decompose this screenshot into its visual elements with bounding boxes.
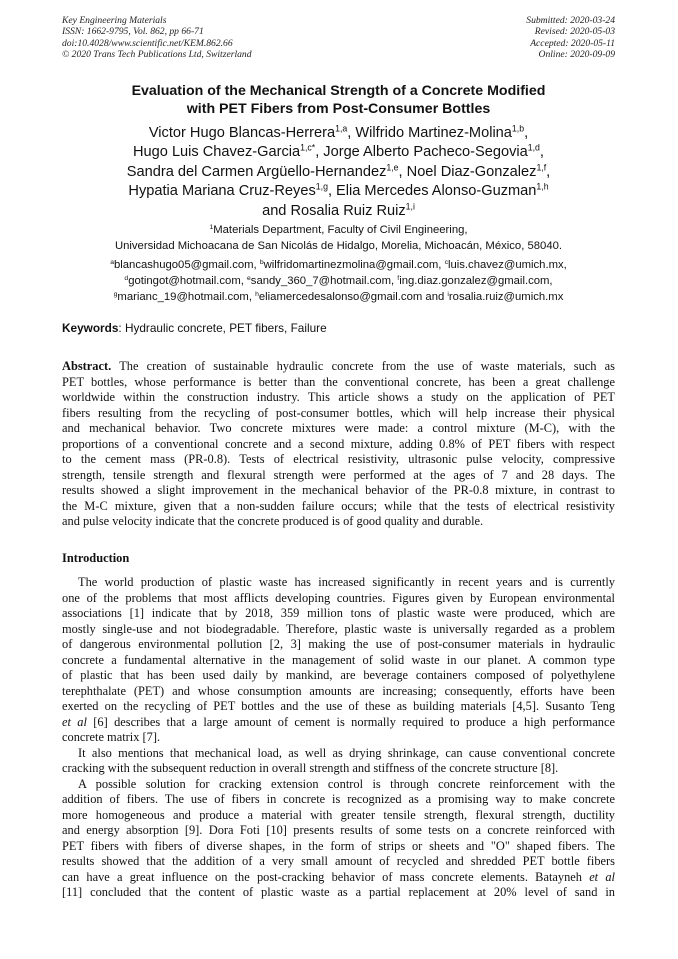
- abstract-line: [62, 468, 615, 484]
- keywords: [62, 320, 615, 336]
- abstract-line: [62, 359, 615, 375]
- abstract-line: [62, 483, 615, 499]
- line-text: can have a great influence on the post-cracking behavior of mass concrete elements. Batayneh: [62, 869, 590, 884]
- author-name: Wilfrido Martinez-Molina: [355, 125, 512, 141]
- author-separator: ,: [524, 125, 529, 141]
- line-text: more homogeneous and produce a material with greater tensile strength, flexural strength, ductility: [62, 807, 615, 822]
- author-separator: ,: [546, 163, 551, 180]
- journal-name: Key Engineering Materials: [62, 15, 167, 26]
- email-marker: d: [124, 274, 129, 282]
- abstract-text: PET bottles, whose performance is better than the conventional concrete, has been a great challenge: [62, 374, 615, 389]
- line-text: associations [1] indicate that by 2018, 359 million tons of plastic waste were produced, which are: [62, 606, 615, 620]
- abstract-text: proportions of a conventional concrete and a second mixture, adding 0.8% of PET fibers with respect: [62, 436, 615, 451]
- journal-copyright: © 2020 Trans Tech Publications Ltd, Switzerland: [62, 48, 252, 60]
- paragraph-line: [62, 668, 615, 684]
- author-affiliation-marker: 1,h: [536, 181, 549, 192]
- email-line: [62, 257, 615, 273]
- email-address: eliamercedesalonso@gmail.com and: [258, 291, 448, 303]
- line-text: terephthalate (PET) and whose consumption amounts are increasing; consequently, efforts have been: [62, 683, 615, 698]
- line-text: It also mentions that mechanical load, as well as drying shrinkage, can cause conventional concrete: [78, 745, 615, 760]
- author-separator: ,: [539, 144, 544, 161]
- author-line: [62, 182, 615, 201]
- paragraph-line: [62, 653, 615, 669]
- affiliation-line: [62, 222, 615, 238]
- paragraph-line: [62, 730, 615, 746]
- abstract-line: [62, 421, 615, 437]
- paragraph-line: [62, 777, 615, 793]
- abstract-line: [62, 437, 615, 453]
- line-text: [11] concluded that the content of plastic waste as a partial replacement at 20% level of sand in: [62, 885, 615, 899]
- paragraph-line: [62, 699, 615, 715]
- email-address: rosalia.ruiz@umich.mx: [448, 291, 564, 303]
- abstract-text: the M-C mixture, given that a non-sudden failure occurs; while that the tests of electrical resistivity: [62, 498, 615, 513]
- abstract-text: to the cement mass (PR-0.8). Tests of electrical resistivity, ultrasonic pulse velocity, compressive: [62, 452, 615, 466]
- author-name: Hypatia Mariana Cruz-Reyes: [128, 183, 316, 200]
- paragraph-line: [62, 808, 615, 824]
- author-line: [62, 163, 615, 182]
- author-line: [62, 202, 615, 221]
- line-text: of dangerous environmental pollution [2, 3] making the use of post-consumer materials in hydraulic: [62, 637, 615, 651]
- author-affiliation-marker: 1,b: [511, 123, 525, 134]
- abstract-text: strength, tensile strength and flexural strength were performed at the ages of 7 and 28 days. The: [62, 467, 615, 482]
- author-name: Jorge Alberto Pacheco-Segovia: [323, 144, 528, 161]
- author-separator: ,: [315, 144, 324, 161]
- section-heading-introduction: Introduction: [62, 551, 130, 565]
- abstract-label: Abstract.: [62, 359, 112, 373]
- introduction-body: [62, 575, 615, 901]
- email-line: [62, 289, 615, 305]
- line-text: cracking with the subsequent reduction in overall strength and stiffness of the concrete structure [8].: [62, 761, 559, 775]
- email-marker: g: [113, 290, 118, 298]
- author-name: Elia Mercedes Alonso-Guzman: [336, 183, 537, 200]
- affiliation-department: Materials Department, Faculty of Civil Engineering,: [213, 224, 468, 236]
- email-address: gotingot@hotmail.com,: [128, 275, 248, 287]
- email-marker: f: [397, 274, 400, 282]
- title-line: Evaluation of the Mechanical Strength of a Concrete Modified: [131, 83, 546, 99]
- author-line: [62, 124, 615, 143]
- date-submitted: Submitted: 2020-03-24: [526, 15, 615, 26]
- paragraph-line: [62, 885, 615, 901]
- line-text: The world production of plastic waste has increased significantly in recent years and is currently: [78, 575, 615, 589]
- paragraph-line: [62, 684, 615, 700]
- abstract-text: and mechanical behavior. Two concrete mixtures were made: a control mixture (M-C), with the: [62, 421, 615, 435]
- citation-et-al: et al: [62, 714, 87, 729]
- email-marker: a: [110, 258, 114, 266]
- paragraph-line: [62, 761, 615, 777]
- paragraph-line: [62, 746, 615, 762]
- date-revised: Revised: 2020-05-03: [534, 26, 615, 38]
- abstract-text: worldwide within the construction industry. This article shows a study on the application of PET: [62, 390, 615, 404]
- author-separator: ,: [327, 183, 337, 200]
- author-name: Victor Hugo Blancas-Herrera: [148, 125, 336, 141]
- publication-dates: [526, 15, 615, 60]
- abstract-line: [62, 514, 615, 530]
- keywords-text: : Hydraulic concrete, PET fibers, Failure: [118, 321, 327, 335]
- author-separator: ,: [347, 125, 356, 141]
- line-text: results showed that the addition of a very small amount of recycled and shredded PET bottle fibers: [62, 854, 615, 868]
- abstract-text: fibers resulting from the recycling of post-consumer bottles, which will help increase their physical: [62, 405, 615, 420]
- line-text: A possible solution for cracking extension control is through concrete reinforcement with the: [78, 776, 615, 791]
- author-affiliation-marker: 1,c*: [300, 142, 316, 153]
- author-emails: [62, 257, 615, 305]
- citation-et-al: et al: [589, 869, 615, 884]
- line-text: [6] describes that a large amount of cement is normally required to produce a high performance: [86, 714, 615, 729]
- line-text: concrete matrix [7].: [62, 730, 161, 744]
- email-marker: c: [444, 258, 448, 266]
- paper-title: [62, 82, 615, 118]
- author-separator: ,: [398, 163, 407, 180]
- line-text: mostly single-use and not biodegradable. Therefore, plastic waste is universally regarded as a problem: [62, 621, 615, 636]
- author-affiliation-marker: 1,a: [335, 123, 348, 134]
- author-name: Noel Diaz-Gonzalez: [406, 163, 537, 180]
- author-affiliation-marker: 1,i: [405, 201, 415, 212]
- title-line: with PET Fibers from Post-Consumer Bottles: [186, 101, 491, 117]
- line-text: addition of fibers. The use of fibers in concrete is recognized as a promising way to make concrete: [62, 792, 615, 806]
- line-text: of plastic that has been used daily by mankind, are beverage containers composed of polyethylene: [62, 668, 615, 682]
- email-address: sandy_360_7@hotmail.com,: [250, 275, 398, 287]
- author-affiliation-marker: 1,g: [315, 181, 328, 192]
- email-line: [62, 273, 615, 289]
- paragraph-line: [62, 870, 615, 886]
- journal-doi: doi:10.4028/www.scientific.net/KEM.862.66: [62, 37, 233, 49]
- affiliation-marker: 1: [209, 223, 214, 231]
- keywords-label: Keywords: [62, 321, 119, 335]
- paragraph-line: [62, 591, 615, 607]
- abstract: [62, 359, 615, 530]
- paragraph-line: [62, 606, 615, 622]
- abstract-line: [62, 406, 615, 422]
- abstract-line: [62, 390, 615, 406]
- email-address: marianc_19@hotmail.com,: [117, 291, 256, 303]
- abstract-text: and pulse velocity indicate that the concrete produced is of good quality and durable.: [62, 514, 484, 528]
- paragraph-line: [62, 823, 615, 839]
- line-text: one of the problems that most afflicts developing countries. Figures given by European environmental: [62, 590, 615, 605]
- line-text: exerted on the recycling of PET bottles and the use of these as building materials [4,5]. Susanto Teng: [62, 699, 615, 713]
- email-address: luis.chavez@umich.mx,: [447, 259, 567, 271]
- date-online: Online: 2020-09-09: [538, 48, 615, 60]
- email-marker: b: [259, 258, 264, 266]
- line-text: PET fibers with fibers of diverse shapes, in the form of strips or sheets and "O" shaped fibers. The: [62, 838, 615, 853]
- affiliation: [62, 222, 615, 254]
- author-list: [62, 124, 615, 221]
- author-affiliation-marker: 1,d: [527, 142, 540, 153]
- journal-issn: ISSN: 1662-9795, Vol. 862, pp 66-71: [62, 26, 204, 38]
- author-name: and Rosalia Ruiz Ruiz: [262, 202, 406, 219]
- abstract-line: [62, 499, 615, 515]
- paragraph-line: [62, 637, 615, 653]
- email-address: blancashugo05@gmail.com,: [113, 259, 260, 271]
- email-marker: i: [447, 290, 449, 298]
- paragraph-line: [62, 575, 615, 591]
- author-affiliation-marker: 1,e: [386, 162, 399, 173]
- abstract-text: results showed a slight improvement in the mechanical behavior of the PR-0.8 mixture, in contrast to: [62, 483, 615, 497]
- journal-info: [62, 15, 252, 60]
- email-marker: h: [255, 290, 259, 298]
- paragraph-line: [62, 622, 615, 638]
- abstract-text: The creation of sustainable hydraulic concrete from the use of waste materials, such as: [111, 359, 615, 373]
- email-marker: e: [247, 274, 251, 282]
- paragraph-line: [62, 792, 615, 808]
- line-text: concrete a fundamental alternative in the management of solid waste in our planet. A common type: [62, 652, 615, 667]
- email-address: ing.diaz.gonzalez@gmail.com,: [399, 275, 553, 287]
- line-text: and energy absorption [9]. Dora Foti [10] presents results of some tests on a concrete reinforced with: [62, 823, 615, 837]
- abstract-line: [62, 452, 615, 468]
- abstract-line: [62, 375, 615, 391]
- date-accepted: Accepted: 2020-05-11: [530, 37, 615, 49]
- affiliation-university: Universidad Michoacana de San Nicolás de Hidalgo, Morelia, Michoacán, México, 58040.: [114, 240, 563, 252]
- email-address: wilfridomartinezmolina@gmail.com,: [263, 259, 445, 271]
- paragraph-line: [62, 839, 615, 855]
- author-name: Sandra del Carmen Argüello-Hernandez: [126, 163, 387, 180]
- paragraph-line: [62, 854, 615, 870]
- author-affiliation-marker: 1,f: [536, 162, 547, 173]
- author-line: [62, 143, 615, 162]
- author-name: Hugo Luis Chavez-Garcia: [133, 144, 301, 161]
- paragraph-line: [62, 715, 615, 731]
